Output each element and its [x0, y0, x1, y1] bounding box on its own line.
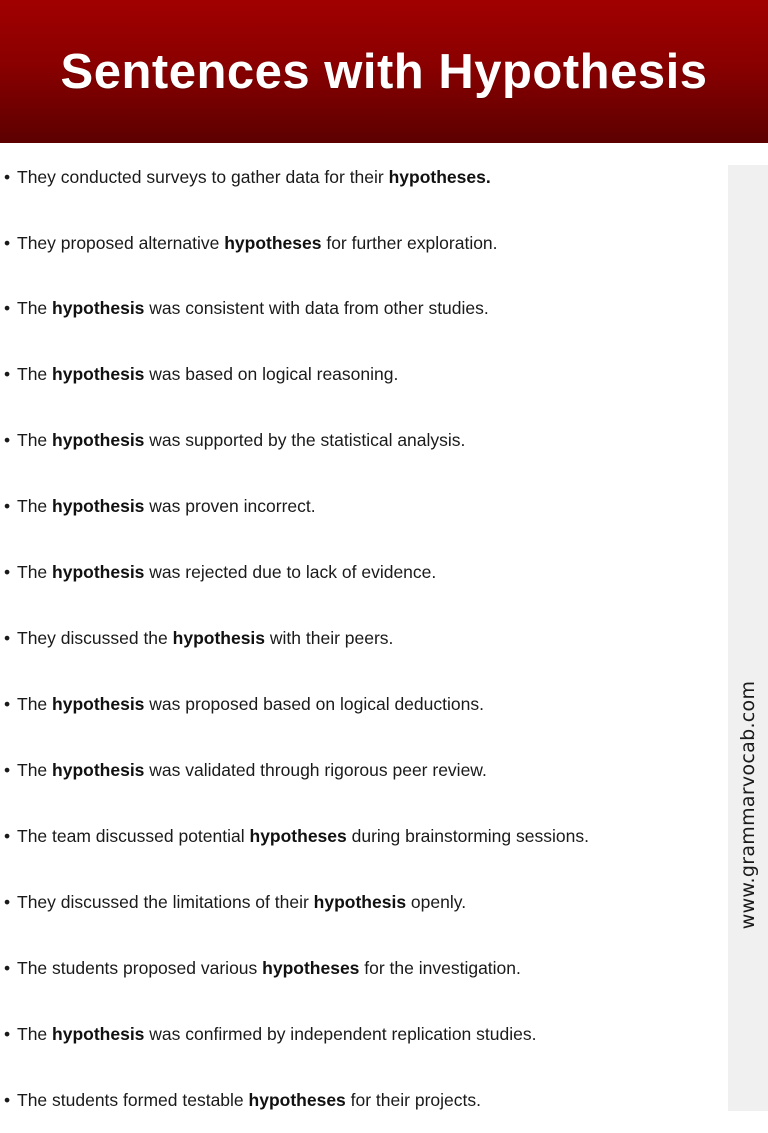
sentence-text-pre: The: [17, 496, 53, 516]
keyword: hypothesis: [52, 562, 145, 582]
sentence-text-pre: The: [17, 298, 53, 318]
bullet-icon: •: [4, 958, 11, 978]
keyword: hypothesis: [52, 430, 145, 450]
page-header: [0, 0, 768, 143]
sentence-text-post: was proven incorrect.: [144, 496, 316, 516]
sentence-item: [4, 297, 489, 319]
sentence-item: [4, 429, 465, 451]
keyword: hypothesis: [52, 1024, 145, 1044]
sentence-text-post: was rejected due to lack of evidence.: [144, 562, 437, 582]
sentence-text-pre: The: [17, 694, 53, 714]
bullet-icon: •: [4, 430, 11, 450]
sentence-text-pre: The team discussed potential: [17, 826, 250, 846]
sentence-text-pre: The: [17, 1024, 53, 1044]
sentence-text-post: was based on logical reasoning.: [144, 364, 399, 384]
keyword: hypothesis: [172, 628, 266, 648]
keyword: hypotheses.: [388, 167, 491, 187]
sentence-text-post: for the investigation.: [359, 958, 521, 978]
sentence-text-pre: They conducted surveys to gather data for their: [17, 167, 389, 187]
keyword: hypothesis: [52, 364, 145, 384]
sentence-item: [4, 561, 436, 583]
keyword: hypotheses: [249, 826, 347, 846]
keyword: hypothesis: [52, 760, 145, 780]
sentence-item: [4, 232, 498, 254]
sentence-item: [4, 957, 521, 979]
bullet-icon: •: [4, 496, 11, 516]
bullet-icon: •: [4, 562, 11, 582]
sentence-text-post: for further exploration.: [321, 233, 498, 253]
bullet-icon: •: [4, 694, 11, 714]
sentence-item: [4, 1023, 536, 1045]
bullet-icon: •: [4, 167, 11, 187]
sentence-text-post: was validated through rigorous peer review.: [144, 760, 487, 780]
sentence-text-post: with their peers.: [265, 628, 394, 648]
sentence-item: [4, 693, 484, 715]
bullet-icon: •: [4, 826, 11, 846]
sentence-item: [4, 627, 393, 649]
sentence-text-post: openly.: [406, 892, 467, 912]
sentence-item: [4, 363, 398, 385]
sentence-text-post: for their projects.: [345, 1090, 481, 1110]
sentence-item: [4, 1089, 481, 1111]
sentence-text-post: was supported by the statistical analysis.: [144, 430, 466, 450]
keyword: hypothesis: [52, 496, 145, 516]
sentence-text-post: was consistent with data from other studies.: [144, 298, 489, 318]
sentence-text-post: during brainstorming sessions.: [346, 826, 589, 846]
keyword: hypothesis: [313, 892, 407, 912]
bullet-icon: •: [4, 892, 11, 912]
sentence-item: [4, 759, 487, 781]
sentence-text-pre: The: [17, 562, 53, 582]
sentence-item: [4, 166, 491, 188]
bullet-icon: •: [4, 364, 11, 384]
sentence-item: [4, 495, 316, 517]
sentence-text-pre: The students proposed various: [17, 958, 263, 978]
sentence-text-pre: They discussed the limitations of their: [17, 892, 314, 912]
sentence-item: [4, 891, 466, 913]
sentence-text-pre: They discussed the: [17, 628, 173, 648]
sentence-text-post: was proposed based on logical deductions.: [144, 694, 484, 714]
bullet-icon: •: [4, 1090, 11, 1110]
watermark-url: www.grammarvocab.com: [737, 680, 759, 930]
sentence-text-pre: The: [17, 430, 53, 450]
keyword: hypothesis: [52, 694, 145, 714]
bullet-icon: •: [4, 628, 11, 648]
bullet-icon: •: [4, 233, 11, 253]
bullet-icon: •: [4, 1024, 11, 1044]
watermark-sidebar: [728, 165, 768, 1111]
sentence-text-post: was confirmed by independent replication studies.: [144, 1024, 537, 1044]
bullet-icon: •: [4, 760, 11, 780]
page-title: Sentences with Hypothesis: [60, 44, 708, 99]
bullet-icon: •: [4, 298, 11, 318]
sentence-text-pre: The: [17, 760, 53, 780]
sentence-item: [4, 825, 589, 847]
sentence-text-pre: The students formed testable: [17, 1090, 249, 1110]
keyword: hypothesis: [52, 298, 145, 318]
keyword: hypotheses: [224, 233, 322, 253]
keyword: hypotheses: [262, 958, 360, 978]
sentence-text-pre: The: [17, 364, 53, 384]
sentence-text-pre: They proposed alternative: [17, 233, 225, 253]
keyword: hypotheses: [248, 1090, 346, 1110]
